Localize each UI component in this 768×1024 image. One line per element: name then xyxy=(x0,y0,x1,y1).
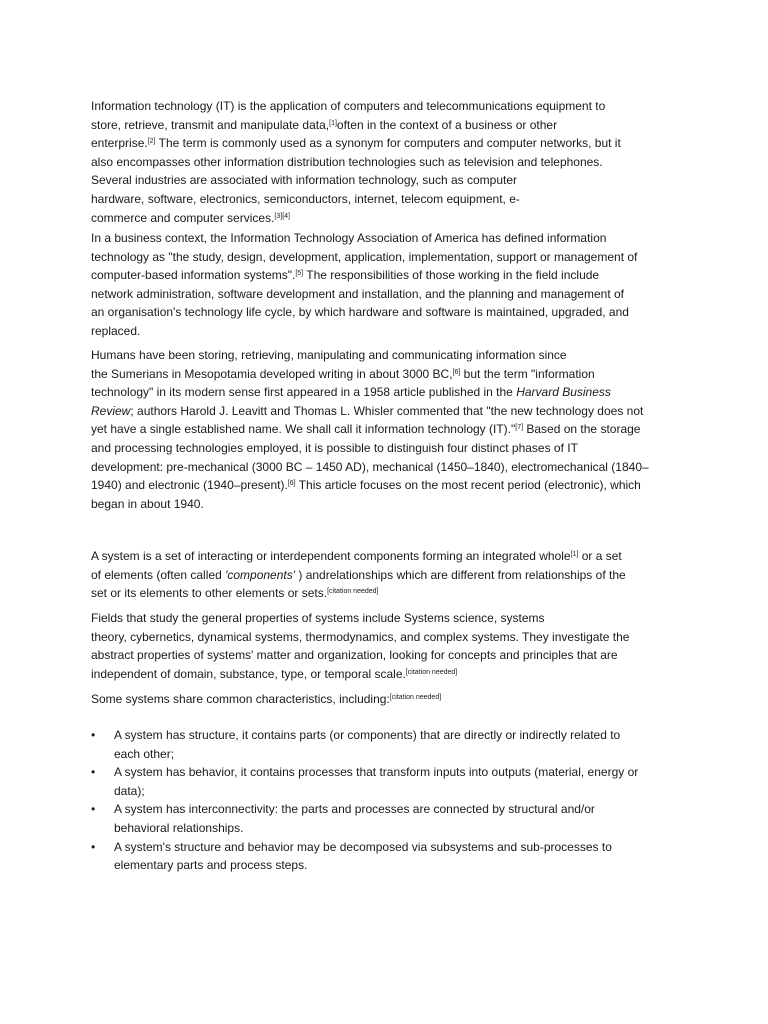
text-line: of elements (often called 'components' ) andrelationships which are different from relationships of the xyxy=(91,567,626,582)
text-line: Several industries are associated with information technology, such as computer xyxy=(91,173,517,188)
citation-ref[interactable]: [6] xyxy=(287,480,296,488)
paragraph-it-definition xyxy=(91,97,681,227)
paragraph-history xyxy=(91,346,681,513)
text-line: A system is a set of interacting or interdependent components forming an integrated whole[1] or a set xyxy=(91,549,622,563)
citation-ref[interactable]: [citation needed] xyxy=(389,694,442,701)
text-line: independent of domain, substance, type, or temporal scale.[citation needed] xyxy=(91,666,458,681)
text-line: yet have a single established name. We shall call it information technology (IT)."[7] Based on the storage xyxy=(91,422,641,437)
bullet-icon: • xyxy=(91,765,96,780)
citation-ref[interactable]: [5] xyxy=(295,270,304,278)
list-item: • A system's structure and behavior may be decomposed via subsystems and sub-processes to elementary parts and process steps. xyxy=(91,839,612,873)
bullet-icon: • xyxy=(91,802,96,817)
text-line: also encompasses other information distribution technologies such as television and telephones. xyxy=(91,154,603,169)
text-line: Fields that study the general properties of systems include Systems science, systems xyxy=(91,611,545,625)
list-item: • A system has behavior, it contains processes that transform inputs into outputs (material, energy or data); xyxy=(91,765,639,798)
bullet-icon: • xyxy=(91,728,96,742)
list-item: • A system has interconnectivity: the parts and processes are connected by structural and/or behavioral relationships. xyxy=(91,802,595,835)
citation-ref[interactable]: [1] xyxy=(329,119,337,127)
text-line: store, retrieve, transmit and manipulate data,[1]often in the context of a business or other xyxy=(91,117,558,132)
text-line: 1940) and electronic (1940–present).[6] This article focuses on the most recent period (electronic), which xyxy=(91,478,641,493)
text-line: began in about 1940. xyxy=(91,496,204,511)
paragraph-common-characteristics xyxy=(91,690,681,709)
text-line: Information technology (IT) is the application of computers and telecommunications equipment to xyxy=(91,99,606,113)
citation-ref[interactable]: [citation needed] xyxy=(327,588,379,596)
citation-ref[interactable]: [7] xyxy=(515,424,524,432)
text-line: Humans have been storing, retrieving, manipulating and communicating information since xyxy=(91,348,567,362)
citation-ref[interactable]: [6] xyxy=(452,368,461,376)
text-line: hardware, software, electronics, semiconductors, internet, telecom equipment, e- xyxy=(91,191,520,206)
text-line: In a business context, the Information Technology Association of America has defined information xyxy=(91,231,607,245)
text-line: Some systems share common characteristics, including:[citation needed] xyxy=(91,692,442,706)
citation-ref[interactable]: [3][4] xyxy=(274,212,290,220)
text-line: theory, cybernetics, dynamical systems, thermodynamics, and complex systems. They investigate the xyxy=(91,629,630,644)
paragraph-system-definition xyxy=(91,547,681,603)
text-line: development: pre-mechanical (3000 BC – 1450 AD), mechanical (1450–1840), electromechanical (1840– xyxy=(91,459,649,474)
text-line: network administration, software development and installation, and the planning and management of xyxy=(91,286,624,301)
text-line: an organisation's technology life cycle, by which hardware and software is maintained, upgraded, and xyxy=(91,305,629,320)
text-line: computer-based information systems".[5] The responsibilities of those working in the field include xyxy=(91,268,600,283)
paragraph-business-context xyxy=(91,229,681,341)
text-line: replaced. xyxy=(91,323,141,338)
list-item: • A system has structure, it contains parts (or components) that are directly or indirectly related to each other; xyxy=(91,728,621,761)
text-line: set or its elements to other elements or sets.[citation needed] xyxy=(91,586,379,601)
citation-ref[interactable]: [2] xyxy=(147,138,156,146)
citation-ref[interactable]: [1] xyxy=(570,551,579,558)
text-line: technology" in its modern sense first appeared in a 1958 article published in the Harvard Business xyxy=(91,385,611,400)
text-line: the Sumerians in Mesopotamia developed writing in about 3000 BC,[6] but the term "information xyxy=(91,366,595,381)
bullet-icon: • xyxy=(91,839,96,854)
characteristics-list xyxy=(91,726,691,875)
text-line: and processing technologies employed, it is possible to distinguish four distinct phases of IT xyxy=(91,440,578,455)
text-line: commerce and computer services.[3][4] xyxy=(91,210,290,225)
text-line: technology as "the study, design, development, application, implementation, support or management of xyxy=(91,249,638,264)
paragraph-systems-fields xyxy=(91,609,681,683)
text-line: enterprise.[2] The term is commonly used as a synonym for computers and computer networks, but it xyxy=(91,136,621,151)
citation-ref[interactable]: [citation needed] xyxy=(405,668,458,676)
text-line: abstract properties of systems' matter and organization, looking for concepts and principles that are xyxy=(91,648,618,663)
text-line: Review; authors Harold J. Leavitt and Thomas L. Whisler commented that "the new technology does not xyxy=(91,403,644,418)
